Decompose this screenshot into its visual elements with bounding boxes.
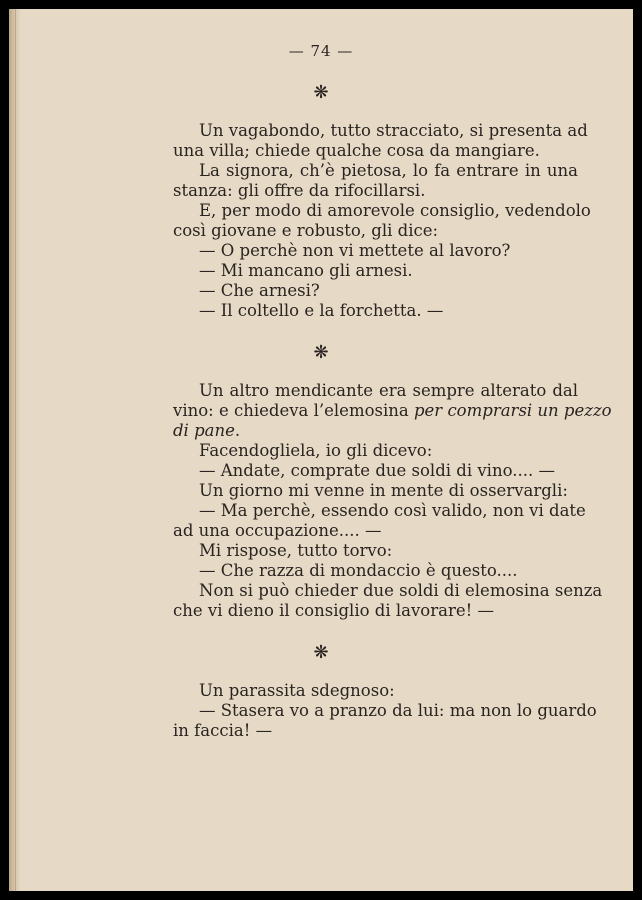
page-number: — 74 —: [288, 42, 354, 60]
text-line: — O perchè non vi mettete al lavoro?: [199, 241, 511, 260]
text-line: — Che arnesi?: [199, 281, 320, 300]
text-line: [173, 421, 240, 440]
text-line: così giovane e robusto, gli dice:: [173, 221, 439, 240]
text-line: Un vagabondo, tutto stracciato, si presenta ad: [199, 121, 588, 140]
text-line: — Mi mancano gli arnesi.: [199, 261, 413, 280]
text-span: .: [234, 421, 241, 440]
text-line: — Stasera vo a pranzo da lui: ma non lo guardo: [199, 701, 597, 720]
text-line: La signora, ch’è pietosa, lo fa entrare in una: [199, 161, 578, 180]
text-line: — Andate, comprate due soldi di vino.... —: [199, 461, 555, 480]
section-separator-3: ❋: [313, 642, 329, 663]
text-line: Un altro mendicante era sempre alterato dal: [199, 381, 578, 400]
italic-text-span: per comprarsi un pezzo: [413, 401, 612, 420]
text-line: — Ma perchè, essendo così valido, non vi date: [199, 501, 586, 520]
text-line: Un parassita sdegnoso:: [199, 681, 395, 700]
section-separator-1: ❋: [313, 82, 329, 103]
section-separator-2: ❋: [313, 342, 329, 363]
text-line: Un giorno mi venne in mente di osservargli:: [199, 481, 568, 500]
text-line: una villa; chiede qualche cosa da mangiare.: [173, 141, 540, 160]
italic-text-span: di pane: [173, 421, 235, 440]
book-page: [9, 9, 633, 891]
page-text: [9, 9, 633, 891]
text-span: vino: e chiedeva l’elemosina: [173, 401, 414, 420]
text-line: [173, 401, 612, 420]
text-line: — Che razza di mondaccio è questo....: [199, 561, 518, 580]
text-line: Mi rispose, tutto torvo:: [199, 541, 393, 560]
text-line: E, per modo di amorevole consiglio, vedendolo: [199, 201, 591, 220]
text-line: in faccia! —: [173, 721, 273, 740]
text-line: che vi dieno il consiglio di lavorare! —: [173, 601, 494, 620]
text-line: Non si può chieder due soldi di elemosina senza: [199, 581, 603, 600]
text-line: stanza: gli offre da rifocillarsi.: [173, 181, 426, 200]
text-line: ad una occupazione.... —: [173, 521, 382, 540]
text-line: — Il coltello e la forchetta. —: [199, 301, 444, 320]
text-line: Facendogliela, io gli dicevo:: [199, 441, 433, 460]
